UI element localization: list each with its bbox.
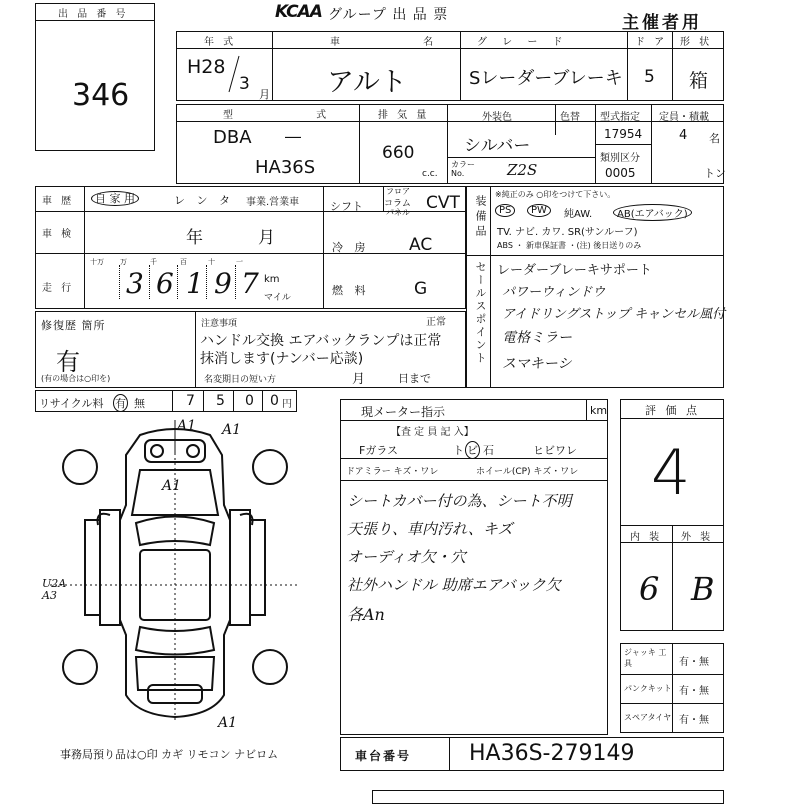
page-title: グループ 出 品 票	[328, 7, 449, 23]
unit-1: 一	[236, 258, 243, 266]
door-label: ド ア	[635, 37, 668, 48]
history-block	[35, 186, 466, 309]
unit-10: 十	[208, 258, 215, 266]
unit-10k: 万	[120, 258, 127, 266]
inspector-block	[340, 399, 608, 735]
lot-label: 出 品 番 号	[58, 9, 129, 20]
recycle-block	[35, 390, 297, 412]
inspection-label: 車 検	[42, 229, 75, 240]
lot-number: 346	[72, 78, 130, 113]
model-label: 型 式	[223, 110, 367, 121]
repair-note: (有の場合は○印を)	[41, 374, 111, 383]
comment-line-4: 社外ハンドル 助席エアバック欠	[347, 576, 561, 594]
tool-spare-label: スペアタイヤ	[624, 713, 672, 722]
equip-ps: PS	[495, 204, 515, 217]
paint-label: 色替	[560, 112, 580, 123]
score-value: 4	[651, 436, 691, 509]
meter-unit: km	[590, 404, 608, 417]
meter-label: 現メーター指示	[361, 405, 446, 419]
equipment-side-label: 装備品	[474, 195, 487, 240]
history-business: 事業.営業車	[246, 197, 300, 208]
shift-label: シフト	[330, 200, 363, 213]
row-year-name-grade	[176, 31, 724, 101]
mile-unit: マイル	[264, 293, 291, 303]
shift-panel: パネル	[386, 208, 410, 217]
tool-kit-value: 有・無	[679, 686, 709, 697]
recycle-digit-2: 5	[216, 393, 225, 409]
notes-label: 注意事項	[201, 319, 238, 329]
selling-line-5: スマキーシ	[502, 356, 572, 372]
shift-floor: フロア	[386, 187, 410, 196]
inspector-header: 【査 定 員 記 入】	[391, 427, 474, 438]
category-label: 類別区分	[600, 153, 640, 164]
wheel-label: ホイール(CP) キズ・ワレ	[476, 467, 579, 477]
chassis-number: HA36S-279149	[469, 741, 635, 766]
capacity-label: 定員・積載	[659, 112, 709, 123]
chassis-block	[340, 737, 724, 771]
recycle-yen: 円	[282, 399, 292, 410]
unit-100: 百	[180, 258, 187, 266]
grade-value: Sレーダーブレーキ	[469, 68, 623, 89]
color-no-label: カラー No.	[451, 160, 475, 178]
category: 0005	[605, 166, 636, 180]
shift-value: CVT	[426, 193, 460, 213]
history-private-oval	[91, 190, 139, 206]
mileage-digit-1: 3	[126, 267, 144, 300]
year-era: H28	[187, 56, 226, 78]
expiry-day: 日まで	[398, 372, 431, 385]
recycle-digit-4: 0	[270, 393, 279, 409]
history-rental: レ ン タ	[174, 194, 234, 207]
recycle-label: リサイクル料	[39, 397, 104, 410]
damage-mark-3: A1	[162, 478, 182, 494]
deposit-note: 事務局預り品は○印 カギ リモコン ナビロム	[60, 748, 279, 761]
month-unit: 月	[259, 88, 270, 101]
notes-line-1: ハンドル交換 エアバックランプは正常	[200, 333, 442, 349]
recycle-digit-3: 0	[245, 393, 254, 409]
glass-stone-circled: ビ	[465, 441, 480, 459]
mileage-digit-2: 6	[156, 267, 174, 300]
exterior-label: 外 装	[681, 532, 714, 543]
recycle-has: 有	[113, 394, 128, 412]
equipment-block	[466, 186, 724, 388]
equip-aw: 純AW.	[564, 209, 593, 220]
mileage-digit-3: 1	[186, 267, 204, 300]
selling-line-2: パワーウィンドウ	[502, 285, 606, 300]
mileage-label: 走 行	[42, 283, 75, 294]
capacity: 4	[679, 128, 688, 143]
interior-label: 内 装	[630, 532, 663, 543]
recycle-digit-1: 7	[186, 393, 195, 409]
recycle-none: 無	[134, 397, 145, 410]
mileage-digit-5: 7	[241, 267, 259, 300]
repair-value: 有	[56, 348, 80, 376]
mirror-label: ドアミラー キズ・ワレ	[346, 467, 439, 477]
tool-spare-value: 有・無	[679, 715, 709, 726]
fuel-value: G	[414, 279, 428, 299]
damage-mark-2: A1	[222, 422, 242, 438]
door-count: 5	[644, 67, 655, 87]
model-dash: ―	[285, 127, 301, 146]
glass-label: Fガラス	[359, 444, 398, 457]
capacity-unit: 名	[709, 132, 720, 145]
shape-label: 形 状	[680, 37, 713, 48]
comment-line-2: 天張り、車内汚れ、キズ	[347, 520, 513, 538]
expiry-month: 月	[352, 372, 366, 387]
damage-mark-4: A1	[218, 715, 238, 731]
notes-line-2: 抹消します(ナンバー応談)	[200, 351, 364, 367]
brand-logo: KCAA	[275, 2, 322, 22]
unit-100k: 十万	[90, 258, 104, 266]
km-unit: km	[264, 274, 280, 285]
model-prefix: DBA	[213, 127, 252, 148]
equip-ab: AB(エアバック)	[613, 204, 692, 221]
displacement: 660	[382, 143, 415, 163]
expiry-label: 名変期日の短い方	[204, 375, 277, 385]
body-shape: 箱	[689, 70, 709, 92]
role-label: 主催者用	[622, 13, 702, 33]
side-damage-mark: U2A A3	[42, 577, 67, 602]
year-month: 3	[239, 74, 250, 94]
crack-label: ヒビワレ	[533, 444, 577, 457]
color-no: Z2S	[507, 161, 538, 179]
car-name: アルト	[327, 67, 407, 98]
shift-column: コラム	[384, 199, 411, 209]
comment-line-3: オーディオ欠・穴	[347, 548, 466, 566]
ac-label: 冷 房	[332, 241, 370, 254]
history-private: 自 家 用	[91, 191, 139, 206]
history-label: 車 歴	[42, 196, 75, 207]
damage-mark-1: A1	[177, 418, 197, 434]
cc-unit: c.c.	[422, 169, 438, 179]
tool-kit-label: パンクキット	[624, 684, 672, 693]
type-spec: 17954	[604, 127, 643, 141]
equip-row2: TV. ナビ. カワ. SR(サンルーフ)	[497, 227, 638, 238]
equipment-note: ※純正のみ ○印をつけて下さい。	[495, 190, 616, 199]
unit-1k: 千	[150, 258, 157, 266]
type-spec-label: 型式指定	[600, 112, 640, 123]
comment-line-5: 各An	[347, 605, 385, 624]
ac-value: AC	[409, 235, 433, 255]
stone-label: 石	[483, 444, 494, 457]
year-label: 年 式	[204, 37, 237, 48]
equip-pw: PW	[527, 204, 551, 217]
score-label: 評 価 点	[645, 404, 700, 417]
model-code: HA36S	[255, 157, 316, 178]
equip-row3: ABS ・ 新車保証書 ・(注) 後日送りのみ	[497, 241, 642, 250]
row-model-displacement	[176, 104, 724, 184]
fuel-label: 燃 料	[332, 284, 370, 297]
inspection-year: 年	[186, 228, 203, 248]
selling-side-label: セールスポイント	[474, 261, 487, 365]
mileage-digit-4: 9	[214, 267, 232, 300]
score-block	[620, 399, 724, 631]
color-label: 外装色	[482, 112, 512, 123]
exterior-score: B	[691, 570, 715, 608]
repair-notes-block	[35, 311, 466, 388]
tool-jack-value: 有・無	[679, 657, 709, 668]
selling-line-1: レーダーブレーキサポート	[497, 263, 652, 278]
repair-label: 修復歴 箇所	[41, 319, 106, 332]
tools-block	[620, 643, 724, 733]
name-label: 車 名	[330, 37, 474, 48]
bottom-strip	[372, 790, 724, 804]
lot-box	[35, 3, 155, 151]
comment-line-1: シートカバー付の為、シート不明	[347, 492, 572, 510]
car-diagram	[40, 415, 310, 740]
glass-stone: ト	[453, 444, 464, 457]
interior-score: 6	[639, 570, 660, 608]
tool-jack-label: ジャッキ 工 具	[624, 648, 667, 668]
chassis-label: 車台番号	[355, 749, 412, 763]
selling-line-3: アイドリングストップ キャンセル風付	[502, 307, 726, 322]
grade-label: グ レ ー ド	[477, 37, 569, 48]
disp-label: 排 気 量	[378, 110, 430, 121]
color-value: シルバー	[464, 136, 531, 156]
selling-line-4: 電格ミラー	[502, 330, 572, 346]
load-unit: トン	[704, 167, 726, 180]
inspection-month: 月	[258, 228, 275, 248]
notes-mark: 正常	[426, 317, 446, 328]
